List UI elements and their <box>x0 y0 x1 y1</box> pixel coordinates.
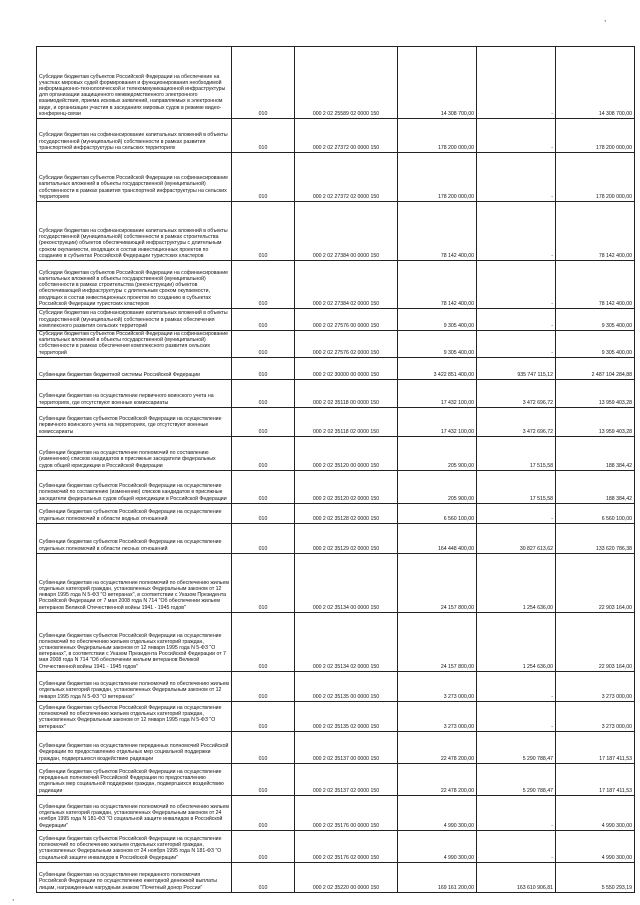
row-name-cell: Субсидии бюджетам субъектов Российской Федерации на софинансирование капитальных вложений в объекты государственной (муниципальной) собственности в рамках обеспечения комплексного развития сельских территорий <box>37 331 232 358</box>
row-executed-cell: - <box>477 309 556 331</box>
row-remaining-cell: 17 187 411,53 <box>556 731 635 763</box>
row-name-cell: Субвенции бюджетам субъектов Российской Федерации на осуществление первичного воинского учета на территориях, где отсутствуют военные комиссариаты <box>37 407 232 436</box>
row-plan-cell: 14 308 700,00 <box>398 47 477 119</box>
row-executed-cell: 935 747 115,12 <box>477 357 556 379</box>
row-budget-code-cell: 000 2 02 35137 00 0000 150 <box>295 731 398 763</box>
row-remaining-cell: 78 142 400,00 <box>556 202 635 261</box>
row-remaining-cell: 13 959 403,28 <box>556 407 635 436</box>
row-admin-code-cell: 010 <box>232 701 295 731</box>
row-plan-cell: 22 478 200,00 <box>398 731 477 763</box>
row-budget-code-cell: 000 2 02 35137 02 0000 150 <box>295 763 398 795</box>
row-budget-code-cell: 000 2 02 35220 00 0000 150 <box>295 862 398 892</box>
row-admin-code-cell: 010 <box>232 523 295 553</box>
row-admin-code-cell: 010 <box>232 357 295 379</box>
row-name-cell: Субвенции бюджетам на осуществление первичного воинского учета на территориях, где отсутствуют военные комиссариаты <box>37 379 232 407</box>
row-plan-cell: 178 200 000,00 <box>398 153 477 202</box>
row-remaining-cell: 4 990 300,00 <box>556 795 635 830</box>
row-executed-cell: - <box>477 795 556 830</box>
row-name-cell: Субвенции бюджетам субъектов Российской Федерации на осуществление полномочий по обеспечению жильем отдельных категорий граждан, установленных Федеральным законом от 12 января 1995 года N 5-ФЗ "О ветеранах" <box>37 701 232 731</box>
budget-table <box>36 46 635 893</box>
row-remaining-cell: 3 273 000,00 <box>556 701 635 731</box>
table-row <box>37 795 635 830</box>
row-budget-code-cell: 000 2 02 35134 02 0000 150 <box>295 612 398 671</box>
row-executed-cell: 163 610 906,81 <box>477 862 556 892</box>
row-budget-code-cell: 000 2 02 35176 02 0000 150 <box>295 830 398 862</box>
row-name-cell: Субсидии бюджетам субъектов Российской Федерации на софинансирование капитальных вложений в объекты государственной (муниципальной) собственности в рамках развития транспортной инфраструктуры на сельских территориях <box>37 153 232 202</box>
table-row <box>37 523 635 553</box>
row-executed-cell: - <box>477 830 556 862</box>
row-name-cell: Субсидии бюджетам на софинансирование капитальных вложений в объекты государственной (муниципальной) собственности в рамках обеспечения комплексного развития сельских территорий <box>37 309 232 331</box>
row-remaining-cell: 188 384,42 <box>556 436 635 470</box>
row-executed-cell: - <box>477 202 556 261</box>
row-name-cell: Субсидии бюджетам субъектов Российской Федерации на софинансирование капитальных вложений в объекты государственной (муниципальной) собственности в рамках строительства (реконструкции) объектов обеспечивающей инфраструктуры с длительным сроком окупаемости, входящих в состав инвестиционных проектов по созданию в субъектах Российской Федерации туристских кластеров <box>37 261 232 309</box>
row-remaining-cell: 22 903 164,00 <box>556 553 635 612</box>
row-executed-cell: - <box>477 261 556 309</box>
row-name-cell: Субвенции бюджетам субъектов Российской Федерации на осуществление отдельных полномочий в области водных отношений <box>37 503 232 523</box>
row-name-cell: Субвенции бюджетам субъектов Российской Федерации на осуществление переданных полномочий Российской Федерации по предоставлению отдельных мер социальной поддержки граждан, подвергшихся воздействию радиации <box>37 763 232 795</box>
row-budget-code-cell: 000 2 02 27372 00 0000 150 <box>295 119 398 153</box>
row-plan-cell: 4 990 300,00 <box>398 795 477 830</box>
row-plan-cell: 3 422 851 400,00 <box>398 357 477 379</box>
row-plan-cell: 17 432 100,00 <box>398 379 477 407</box>
row-plan-cell: 17 432 100,00 <box>398 407 477 436</box>
row-remaining-cell: 178 200 000,00 <box>556 153 635 202</box>
row-name-cell: Субвенции бюджетам на осуществление полномочий по обеспечению жильем отдельных категорий граждан, установленных Федеральным законом от 12 января 1995 года N 5-ФЗ "О ветеранах" <box>37 671 232 701</box>
row-name-cell: Субвенции бюджетам на осуществление переданного полномочия Российской Федерации по осуществлению ежегодной денежной выплаты лицам, награжденным нагрудным знаком "Почетный донор России" <box>37 862 232 892</box>
row-admin-code-cell: 010 <box>232 470 295 503</box>
row-remaining-cell: 9 305 400,00 <box>556 331 635 358</box>
row-remaining-cell: 6 560 100,00 <box>556 503 635 523</box>
row-name-cell: Субвенции бюджетам субъектов Российской Федерации на осуществление полномочий по обеспечению жильем отдельных категорий граждан, установленных Федеральным законом от 12 января 1995 года N 5-ФЗ "О ветеранах", в соответствии с Указом Президента Российской Федерации от 7 мая 2008 года N 714 "Об обеспечении жильем ветеранов Великой Отечественной войны 1941 - 1945 годов" <box>37 612 232 671</box>
row-budget-code-cell: 000 2 02 25589 02 0000 150 <box>295 47 398 119</box>
row-plan-cell: 205 900,00 <box>398 436 477 470</box>
row-executed-cell: 5 290 788,47 <box>477 763 556 795</box>
row-admin-code-cell: 010 <box>232 671 295 701</box>
row-executed-cell: - <box>477 47 556 119</box>
row-admin-code-cell: 010 <box>232 119 295 153</box>
row-budget-code-cell: 000 2 02 35128 02 0000 150 <box>295 503 398 523</box>
row-plan-cell: 24 157 800,00 <box>398 553 477 612</box>
row-remaining-cell: 2 487 104 284,88 <box>556 357 635 379</box>
row-budget-code-cell: 000 2 02 27372 02 0000 150 <box>295 153 398 202</box>
row-admin-code-cell: 010 <box>232 47 295 119</box>
row-admin-code-cell: 010 <box>232 503 295 523</box>
row-plan-cell: 4 990 300,00 <box>398 830 477 862</box>
row-budget-code-cell: 000 2 02 35120 00 0000 150 <box>295 436 398 470</box>
row-budget-code-cell: 000 2 02 35134 00 0000 150 <box>295 553 398 612</box>
row-name-cell: Субвенции бюджетам на осуществление полномочий по обеспечению жильем отдельных категорий граждан, установленных Федеральным законом от 12 января 1995 года N 5-ФЗ "О ветеранах", в соответствии с Указом Президента Российской Федерации от 7 мая 2008 года N 714 "Об обеспечении жильем ветеранов Великой Отечественной войны 1941 - 1945 годов" <box>37 553 232 612</box>
table-row <box>37 436 635 470</box>
row-plan-cell: 169 161 200,00 <box>398 862 477 892</box>
row-plan-cell: 205 900,00 <box>398 470 477 503</box>
table-row <box>37 470 635 503</box>
table-row <box>37 862 635 892</box>
row-budget-code-cell: 000 2 02 35120 02 0000 150 <box>295 470 398 503</box>
row-admin-code-cell: 010 <box>232 202 295 261</box>
row-executed-cell: 3 472 696,72 <box>477 407 556 436</box>
row-name-cell: Субвенции бюджетам субъектов Российской Федерации на осуществление полномочий по составлению (изменению) списков кандидатов в присяжные заседатели федеральных судов общей юрисдикции в Российской Федерации <box>37 470 232 503</box>
table-row <box>37 763 635 795</box>
table-row <box>37 119 635 153</box>
row-admin-code-cell: 010 <box>232 731 295 763</box>
row-name-cell: Субсидии бюджетам субъектов Российской Федерации на обеспечение на участках мировых судей формирования и функционирования необходимой информационно-технологической и телекоммуникационной инфраструктуры для организации защищенного межведомственного электронного взаимодействия, приема исковых заявлений, направляемых в электронном виде, и организации участия в заседаниях мировых судов в режиме видео-конференц-связи <box>37 47 232 119</box>
row-remaining-cell: 188 384,42 <box>556 470 635 503</box>
row-budget-code-cell: 000 2 02 35135 00 0000 150 <box>295 671 398 701</box>
row-executed-cell: - <box>477 671 556 701</box>
row-remaining-cell: 3 273 000,00 <box>556 671 635 701</box>
row-budget-code-cell: 000 2 02 35129 02 0000 150 <box>295 523 398 553</box>
row-admin-code-cell: 010 <box>232 612 295 671</box>
row-plan-cell: 178 200 000,00 <box>398 119 477 153</box>
row-admin-code-cell: 010 <box>232 379 295 407</box>
row-plan-cell: 22 478 200,00 <box>398 763 477 795</box>
row-budget-code-cell: 000 2 02 35176 00 0000 150 <box>295 795 398 830</box>
row-plan-cell: 78 142 400,00 <box>398 202 477 261</box>
row-budget-code-cell: 000 2 02 27384 02 0000 150 <box>295 261 398 309</box>
row-plan-cell: 6 560 100,00 <box>398 503 477 523</box>
row-budget-code-cell: 000 2 02 27384 00 0000 150 <box>295 202 398 261</box>
table-row <box>37 331 635 358</box>
table-row <box>37 671 635 701</box>
row-executed-cell: 5 290 788,47 <box>477 731 556 763</box>
table-row <box>37 553 635 612</box>
row-remaining-cell: 22 903 164,00 <box>556 612 635 671</box>
row-admin-code-cell: 010 <box>232 407 295 436</box>
row-plan-cell: 3 273 000,00 <box>398 701 477 731</box>
row-executed-cell: - <box>477 701 556 731</box>
table-row <box>37 612 635 671</box>
row-plan-cell: 164 448 400,00 <box>398 523 477 553</box>
row-executed-cell: 1 254 636,00 <box>477 553 556 612</box>
row-admin-code-cell: 010 <box>232 261 295 309</box>
row-budget-code-cell: 000 2 02 35118 00 0000 150 <box>295 379 398 407</box>
table-row <box>37 357 635 379</box>
row-executed-cell: 30 827 613,62 <box>477 523 556 553</box>
row-budget-code-cell: 000 2 02 27576 00 0000 150 <box>295 309 398 331</box>
table-row <box>37 309 635 331</box>
row-remaining-cell: 14 308 700,00 <box>556 47 635 119</box>
row-admin-code-cell: 010 <box>232 436 295 470</box>
row-remaining-cell: 178 200 000,00 <box>556 119 635 153</box>
row-budget-code-cell: 000 2 02 27576 02 0000 150 <box>295 331 398 358</box>
row-plan-cell: 24 157 800,00 <box>398 612 477 671</box>
row-admin-code-cell: 010 <box>232 862 295 892</box>
table-row <box>37 830 635 862</box>
row-remaining-cell: 133 620 786,38 <box>556 523 635 553</box>
row-name-cell: Субсидии бюджетам на софинансирование капитальных вложений в объекты государственной (муниципальной) собственности в рамках развития транспортной инфраструктуры на сельских территориях <box>37 119 232 153</box>
row-remaining-cell: 13 959 403,28 <box>556 379 635 407</box>
scan-mark-top: , <box>604 14 607 23</box>
row-name-cell: Субвенции бюджетам на осуществление переданных полномочий Российской Федерации по предоставлению отдельных мер социальной поддержки граждан, подвергшихся воздействию радиации <box>37 731 232 763</box>
scan-mark-bottom: , <box>12 893 15 902</box>
row-executed-cell: - <box>477 153 556 202</box>
row-plan-cell: 9 305 400,00 <box>398 309 477 331</box>
table-row <box>37 701 635 731</box>
row-executed-cell: - <box>477 503 556 523</box>
row-executed-cell: - <box>477 331 556 358</box>
table-row <box>37 261 635 309</box>
row-remaining-cell: 4 990 300,00 <box>556 830 635 862</box>
row-budget-code-cell: 000 2 02 35135 02 0000 150 <box>295 701 398 731</box>
row-name-cell: Субвенции бюджетам на осуществление полномочий по составлению (изменению) списков кандидатов в присяжные заседатели федеральных судов общей юрисдикции в Российской Федерации <box>37 436 232 470</box>
row-admin-code-cell: 010 <box>232 553 295 612</box>
table-row <box>37 731 635 763</box>
budget-table-body <box>37 47 635 893</box>
row-admin-code-cell: 010 <box>232 763 295 795</box>
row-budget-code-cell: 000 2 02 30000 00 0000 150 <box>295 357 398 379</box>
table-row <box>37 202 635 261</box>
row-executed-cell: 17 515,58 <box>477 470 556 503</box>
row-admin-code-cell: 010 <box>232 830 295 862</box>
row-admin-code-cell: 010 <box>232 153 295 202</box>
table-row <box>37 379 635 407</box>
row-plan-cell: 3 273 000,00 <box>398 671 477 701</box>
row-executed-cell: 17 515,58 <box>477 436 556 470</box>
row-plan-cell: 9 305 400,00 <box>398 331 477 358</box>
row-budget-code-cell: 000 2 02 35118 02 0000 150 <box>295 407 398 436</box>
row-name-cell: Субсидии бюджетам на софинансирование капитальных вложений в объекты государственной (муниципальной) собственности в рамках строительства (реконструкции) объектов обеспечивающей инфраструктуры с длительным сроком окупаемости, входящих в состав инвестиционных проектов по созданию в субъектах Российской Федерации туристских кластеров <box>37 202 232 261</box>
table-row <box>37 503 635 523</box>
row-remaining-cell: 17 187 411,53 <box>556 763 635 795</box>
row-admin-code-cell: 010 <box>232 331 295 358</box>
row-name-cell: Субвенции бюджетам бюджетной системы Российской Федерации <box>37 357 232 379</box>
row-remaining-cell: 9 305 400,00 <box>556 309 635 331</box>
table-row <box>37 153 635 202</box>
row-admin-code-cell: 010 <box>232 795 295 830</box>
table-row <box>37 47 635 119</box>
row-name-cell: Субвенции бюджетам субъектов Российской Федерации на осуществление полномочий по обеспечению жильем отдельных категорий граждан, установленных Федеральным законом от 24 ноября 1995 года N 181-ФЗ "О социальной защите инвалидов в Российской Федерации" <box>37 830 232 862</box>
row-name-cell: Субвенции бюджетам субъектов Российской Федерации на осуществление отдельных полномочий в области лесных отношений <box>37 523 232 553</box>
row-executed-cell: 3 472 696,72 <box>477 379 556 407</box>
row-admin-code-cell: 010 <box>232 309 295 331</box>
row-executed-cell: - <box>477 119 556 153</box>
row-remaining-cell: 78 142 400,00 <box>556 261 635 309</box>
row-executed-cell: 1 254 636,00 <box>477 612 556 671</box>
row-name-cell: Субвенции бюджетам на осуществление полномочий по обеспечению жильем отдельных категорий граждан, установленных Федеральным законом от 24 ноября 1995 года N 181-ФЗ "О социальной защите инвалидов в Российской Федерации" <box>37 795 232 830</box>
row-remaining-cell: 5 550 293,19 <box>556 862 635 892</box>
row-plan-cell: 78 142 400,00 <box>398 261 477 309</box>
table-row <box>37 407 635 436</box>
